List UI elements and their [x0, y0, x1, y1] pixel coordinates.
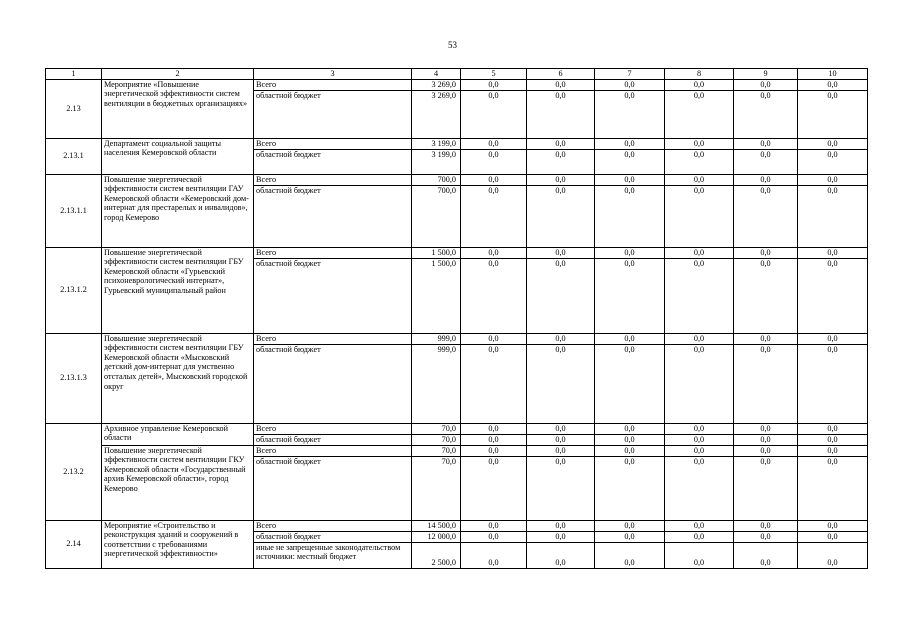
header-cell: 4 [412, 69, 461, 80]
amount-year: 0,0 [665, 149, 734, 174]
amount-total: 999,0 [412, 333, 461, 344]
amount-total: 70,0 [412, 434, 461, 445]
funding-source: Всего [254, 247, 412, 258]
amount-year: 0,0 [665, 333, 734, 344]
amount-year: 0,0 [595, 174, 665, 185]
amount-year: 0,0 [595, 542, 665, 568]
funding-source: Всего [254, 138, 412, 149]
amount-year: 0,0 [527, 258, 595, 333]
amount-year: 0,0 [734, 456, 798, 520]
funding-source: областной бюджет [254, 344, 412, 423]
amount-total: 700,0 [412, 174, 461, 185]
header-cell: 2 [102, 69, 254, 80]
amount-year: 0,0 [527, 185, 595, 247]
amount-year: 0,0 [734, 258, 798, 333]
amount-year: 0,0 [595, 531, 665, 542]
amount-year: 0,0 [798, 520, 868, 531]
amount-year: 0,0 [734, 79, 798, 90]
amount-year: 0,0 [798, 149, 868, 174]
row-name: Архивное управление Кемеровской области [102, 423, 254, 445]
amount-year: 0,0 [665, 79, 734, 90]
row-name: Повышение энергетической эффективности систем вентиляции ГАУ Кемеровской области «Кемеровский дом-интернат для престарелых и инвалидов», город Кемерово [102, 174, 254, 247]
amount-year: 0,0 [595, 149, 665, 174]
amount-year: 0,0 [798, 258, 868, 333]
funding-source: областной бюджет [254, 434, 412, 445]
amount-year: 0,0 [461, 445, 527, 456]
amount-year: 0,0 [665, 185, 734, 247]
amount-year: 0,0 [527, 333, 595, 344]
amount-year: 0,0 [798, 185, 868, 247]
amount-year: 0,0 [798, 531, 868, 542]
amount-total: 70,0 [412, 456, 461, 520]
amount-year: 0,0 [734, 434, 798, 445]
amount-total: 70,0 [412, 423, 461, 434]
amount-year: 0,0 [595, 344, 665, 423]
amount-year: 0,0 [665, 520, 734, 531]
amount-year: 0,0 [734, 531, 798, 542]
amount-year: 0,0 [798, 542, 868, 568]
amount-year: 0,0 [461, 79, 527, 90]
amount-year: 0,0 [665, 542, 734, 568]
amount-year: 0,0 [527, 445, 595, 456]
amount-year: 0,0 [734, 333, 798, 344]
amount-year: 0,0 [665, 531, 734, 542]
row-code: 2.13 [46, 79, 102, 138]
amount-year: 0,0 [665, 174, 734, 185]
amount-year: 0,0 [665, 456, 734, 520]
amount-year: 0,0 [734, 542, 798, 568]
table-row [46, 247, 868, 258]
amount-year: 0,0 [798, 174, 868, 185]
table-row [46, 138, 868, 149]
amount-year: 0,0 [665, 344, 734, 423]
amount-total: 14 500,0 [412, 520, 461, 531]
table-row [46, 445, 868, 456]
table-row [46, 174, 868, 185]
funding-source: Всего [254, 79, 412, 90]
amount-year: 0,0 [461, 434, 527, 445]
funding-source: Всего [254, 423, 412, 434]
header-cell: 3 [254, 69, 412, 80]
amount-year: 0,0 [665, 258, 734, 333]
amount-year: 0,0 [461, 531, 527, 542]
amount-year: 0,0 [595, 258, 665, 333]
funding-source: Всего [254, 445, 412, 456]
funding-source: областной бюджет [254, 90, 412, 138]
amount-year: 0,0 [798, 138, 868, 149]
row-code: 2.13.1 [46, 138, 102, 174]
amount-year: 0,0 [527, 456, 595, 520]
amount-year: 0,0 [461, 247, 527, 258]
row-code: 2.13.1.1 [46, 174, 102, 247]
amount-year: 0,0 [798, 333, 868, 344]
amount-year: 0,0 [527, 149, 595, 174]
amount-total: 1 500,0 [412, 247, 461, 258]
amount-year: 0,0 [665, 90, 734, 138]
budget-table [45, 68, 868, 569]
funding-source: Всего [254, 333, 412, 344]
amount-year: 0,0 [595, 434, 665, 445]
amount-year: 0,0 [461, 258, 527, 333]
amount-year: 0,0 [527, 434, 595, 445]
amount-year: 0,0 [595, 456, 665, 520]
amount-year: 0,0 [595, 520, 665, 531]
amount-year: 0,0 [665, 247, 734, 258]
amount-year: 0,0 [461, 542, 527, 568]
amount-total: 2 500,0 [412, 542, 461, 568]
header-cell: 1 [46, 69, 102, 80]
table-row [46, 79, 868, 90]
table-row [46, 423, 868, 434]
row-name: Мероприятие «Повышение энергетической эффективности систем вентиляции в бюджетных организациях» [102, 79, 254, 138]
funding-source: областной бюджет [254, 456, 412, 520]
amount-year: 0,0 [734, 149, 798, 174]
amount-year: 0,0 [665, 434, 734, 445]
amount-year: 0,0 [595, 247, 665, 258]
amount-year: 0,0 [798, 247, 868, 258]
amount-year: 0,0 [798, 445, 868, 456]
amount-year: 0,0 [595, 79, 665, 90]
amount-year: 0,0 [734, 247, 798, 258]
amount-total: 3 269,0 [412, 79, 461, 90]
amount-year: 0,0 [734, 90, 798, 138]
row-name: Повышение энергетической эффективности систем вентиляции ГБУ Кемеровской области «Гурьевский психоневрологический интернат», Гурьевский муниципальный район [102, 247, 254, 333]
amount-year: 0,0 [798, 344, 868, 423]
amount-year: 0,0 [734, 185, 798, 247]
amount-year: 0,0 [461, 90, 527, 138]
funding-source: областной бюджет [254, 185, 412, 247]
header-cell: 9 [734, 69, 798, 80]
amount-year: 0,0 [595, 333, 665, 344]
funding-source: областной бюджет [254, 258, 412, 333]
table-row [46, 333, 868, 344]
amount-year: 0,0 [527, 531, 595, 542]
amount-year: 0,0 [798, 423, 868, 434]
amount-year: 0,0 [734, 520, 798, 531]
table-row [46, 520, 868, 531]
funding-source: Всего [254, 174, 412, 185]
header-row [46, 69, 868, 80]
amount-year: 0,0 [734, 423, 798, 434]
row-name: Мероприятие «Строительство и реконструкция зданий и сооружений в соответствии с требованиями энергетической эффективности» [102, 520, 254, 568]
header-cell: 7 [595, 69, 665, 80]
row-code: 2.13.1.2 [46, 247, 102, 333]
row-code: 2.13.2 [46, 423, 102, 520]
amount-year: 0,0 [527, 90, 595, 138]
amount-year: 0,0 [527, 138, 595, 149]
funding-source: иные не запрещенные законодательством источники: местный бюджет [254, 542, 412, 568]
funding-source: Всего [254, 520, 412, 531]
amount-year: 0,0 [527, 520, 595, 531]
funding-source: областной бюджет [254, 531, 412, 542]
amount-year: 0,0 [527, 174, 595, 185]
amount-year: 0,0 [595, 138, 665, 149]
funding-source: областной бюджет [254, 149, 412, 174]
amount-year: 0,0 [527, 247, 595, 258]
row-code: 2.13.1.3 [46, 333, 102, 423]
amount-year: 0,0 [461, 149, 527, 174]
header-cell: 8 [665, 69, 734, 80]
amount-year: 0,0 [527, 423, 595, 434]
amount-year: 0,0 [461, 520, 527, 531]
amount-year: 0,0 [798, 434, 868, 445]
amount-year: 0,0 [461, 344, 527, 423]
amount-year: 0,0 [461, 423, 527, 434]
amount-year: 0,0 [595, 185, 665, 247]
header-cell: 5 [461, 69, 527, 80]
amount-year: 0,0 [527, 344, 595, 423]
amount-year: 0,0 [461, 174, 527, 185]
amount-year: 0,0 [461, 333, 527, 344]
amount-total: 700,0 [412, 185, 461, 247]
amount-year: 0,0 [527, 542, 595, 568]
amount-year: 0,0 [798, 456, 868, 520]
amount-year: 0,0 [527, 79, 595, 90]
amount-year: 0,0 [461, 185, 527, 247]
amount-year: 0,0 [665, 423, 734, 434]
amount-year: 0,0 [665, 138, 734, 149]
row-name: Повышение энергетической эффективности систем вентиляции ГКУ Кемеровской области «Государственный архив Кемеровской области», город Кемерово [102, 445, 254, 520]
amount-year: 0,0 [461, 456, 527, 520]
amount-year: 0,0 [734, 138, 798, 149]
amount-year: 0,0 [595, 423, 665, 434]
page-number: 53 [448, 40, 457, 50]
amount-year: 0,0 [595, 90, 665, 138]
amount-total: 12 000,0 [412, 531, 461, 542]
row-name: Повышение энергетической эффективности систем вентиляции ГБУ Кемеровской области «Мысковский детский дом-интернат для умственно отсталых детей», Мысковский городской округ [102, 333, 254, 423]
amount-year: 0,0 [734, 174, 798, 185]
amount-total: 999,0 [412, 344, 461, 423]
row-name: Департамент социальной защиты населения Кемеровской области [102, 138, 254, 174]
amount-year: 0,0 [734, 344, 798, 423]
header-cell: 6 [527, 69, 595, 80]
header-cell: 10 [798, 69, 868, 80]
amount-total: 3 199,0 [412, 138, 461, 149]
row-code: 2.14 [46, 520, 102, 568]
amount-year: 0,0 [595, 445, 665, 456]
amount-total: 3 269,0 [412, 90, 461, 138]
amount-total: 1 500,0 [412, 258, 461, 333]
amount-year: 0,0 [798, 90, 868, 138]
amount-year: 0,0 [665, 445, 734, 456]
amount-year: 0,0 [461, 138, 527, 149]
amount-year: 0,0 [734, 445, 798, 456]
amount-year: 0,0 [798, 79, 868, 90]
amount-total: 3 199,0 [412, 149, 461, 174]
amount-total: 70,0 [412, 445, 461, 456]
